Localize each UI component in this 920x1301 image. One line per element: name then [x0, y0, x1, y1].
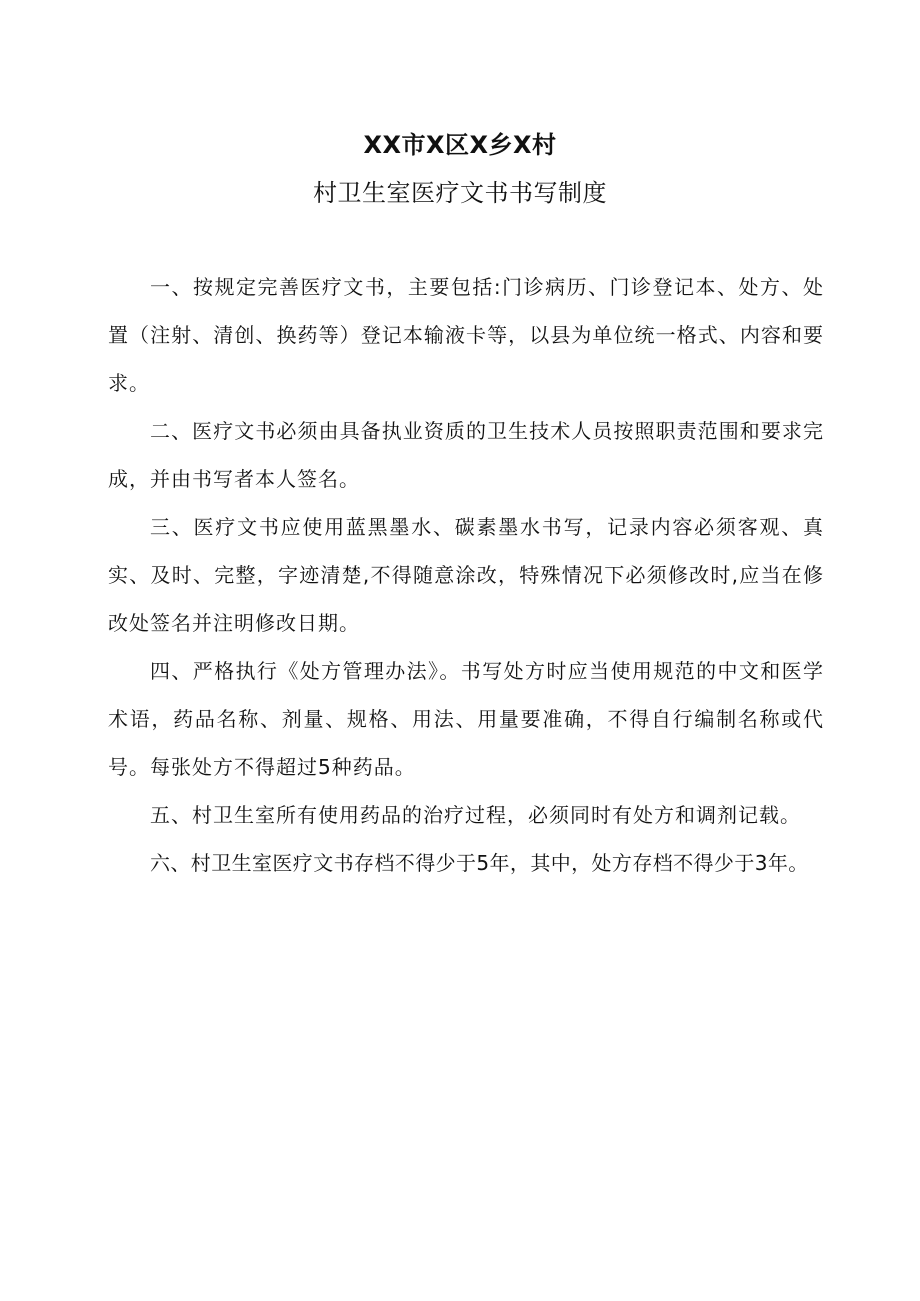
paragraph-5: 五、村卫生室所有使用药品的治疗过程，必须同时有处方和调剂记载。: [150, 803, 801, 827]
paragraph-6: 六、村卫生室医疗文书存档不得少于5年，其中，处方存档不得少于3年。: [150, 851, 809, 875]
paragraph-4: 四、严格执行《处方管理办法》。书写处方时应当使用规范的中文和医学术语，药品名称、剂量、规格、用法、用量要准确，不得自行编制名称或代号。每张处方不得超过5种药品。: [108, 659, 824, 779]
paragraph-3: 三、医疗文书应使用蓝黑墨水、碳素墨水书写，记录内容必须客观、真实、及时、完整，字迹清楚,不得随意涂改，特殊情况下必须修改时,应当在修改处签名并注明修改日期。: [108, 515, 824, 635]
paragraph-2: 二、医疗文书必须由具备执业资质的卫生技术人员按照职责范围和要求完成，并由书写者本人签名。: [108, 419, 824, 491]
document-title-region: XX市X区X乡X村: [363, 131, 557, 159]
document-title: 村卫生室医疗文书书写制度: [313, 179, 607, 207]
paragraph-1: 一、按规定完善医疗文书，主要包括:门诊病历、门诊登记本、处方、处置（注射、清创、换药等）登记本输液卡等，以县为单位统一格式、内容和要求。: [108, 275, 824, 395]
document-body: [108, 263, 824, 887]
